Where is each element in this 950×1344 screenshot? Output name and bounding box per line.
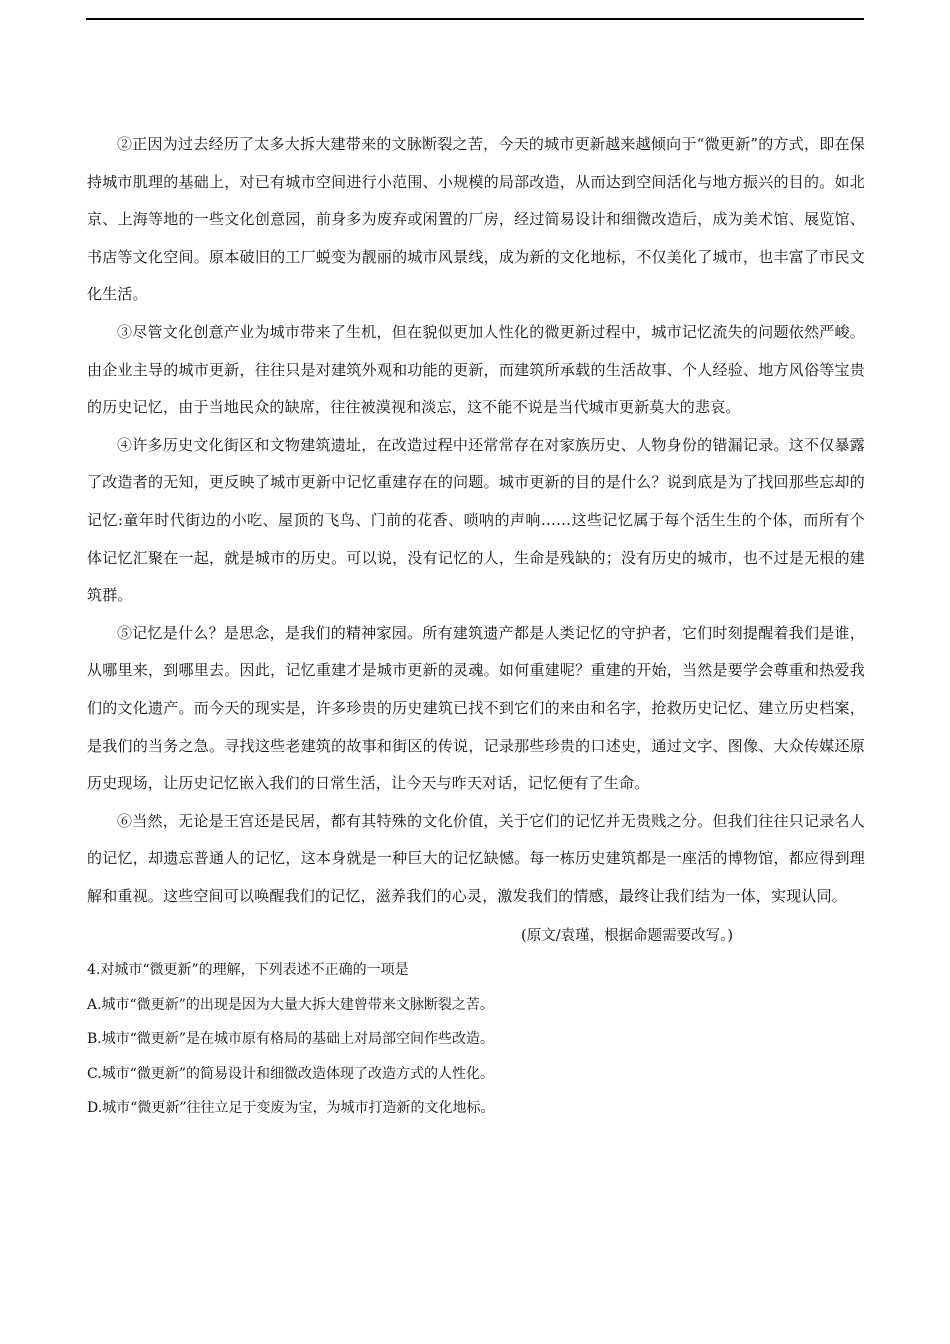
- option-c: C.城市“微更新”的简易设计和细微改造体现了改造方式的人性化。: [87, 1065, 494, 1082]
- paragraph-6: ⑥当然，无论是王宫还是民居，都有其特殊的文化价值，关于它们的记忆并无贵贱之分。但我们往往只记录名人的记忆，却遗忘普通人的记忆，这本身就是一种巨大的记忆缺憾。每一栋历史建筑都是一座活的博物馆，都应得到理解和重视。这些空间可以唤醒我们的记忆，滋养我们的心灵，激发我们的情感，最终让我们结为一体，实现认同。: [87, 811, 865, 905]
- option-d: D.城市“微更新”往往立足于变废为宝，为城市打造新的文化地标。: [87, 1100, 495, 1117]
- option-a: A.城市“微更新”的出现是因为大量大拆大建曾带来文脉断裂之苦。: [87, 996, 494, 1013]
- paragraph-2: ②正因为过去经历了太多大拆大建带来的文脉断裂之苦，今天的城市更新越来越倾向于“微更新”的方式，即在保持城市肌理的基础上，对已有城市空间进行小范围、小规模的局部改造，从而达到空间活化与地方振兴的目的。如北京、上海等地的一些文化创意园，前身多为废弃或闲置的厂房，经过简易设计和细微改造后，成为美术馆、展览馆、书店等文化空间。原本破旧的工厂蜕变为靓丽的城市风景线，成为新的文化地标，不仅美化了城市，也丰富了市民文化生活。: [87, 135, 865, 304]
- paragraph-5: ⑤记忆是什么？是思念，是我们的精神家园。所有建筑遗产都是人类记忆的守护者，它们时刻提醒着我们是谁，从哪里来，到哪里去。因此，记忆重建才是城市更新的灵魂。如何重建呢？重建的开始，当然是要学会尊重和热爱我们的文化遗产。而今天的现实是，许多珍贵的历史建筑已找不到它们的来由和名字，抢救历史记忆、建立历史档案，是我们的当务之急。寻找这些老建筑的故事和街区的传说，记录那些珍贵的口述史，通过文字、图像、大众传媒还原历史现场，让历史记忆嵌入我们的日常生活，让今天与昨天对话，记忆便有了生命。: [87, 623, 865, 793]
- paragraph-3: ③尽管文化创意产业为城市带来了生机，但在貌似更加人性化的微更新过程中，城市记忆流失的问题依然严峻。由企业主导的城市更新，往往只是对建筑外观和功能的更新，而建筑所承载的生活故事、个人经验、地方风俗等宝贵的历史记忆，由于当地民众的缺席，往往被漠视和淡忘，这不能不说是当代城市更新莫大的悲哀。: [87, 322, 865, 417]
- question-stem: 4.对城市“微更新”的理解，下列表述不正确的一项是: [87, 962, 409, 979]
- header-rule: [86, 18, 864, 20]
- document-page: [87, 126, 865, 1126]
- source-note: (原文/袁瑾，根据命题需要改写。): [521, 928, 733, 945]
- option-b: B.城市“微更新”是在城市原有格局的基础上对局部空间作些改造。: [87, 1031, 495, 1048]
- question-block: [87, 953, 865, 1126]
- reading-passage: [87, 126, 865, 953]
- paragraph-4: ④许多历史文化街区和文物建筑遗址，在改造过程中还常常存在对家族历史、人物身份的错漏记录。这不仅暴露了改造者的无知，更反映了城市更新中记忆重建存在的问题。城市更新的目的是什么？说到底是为了找回那些忘却的记忆:童年时代街边的小吃、屋顶的飞鸟、门前的花香、唢呐的声响……这些记忆属于每个活生生的个体，而所有个体记忆汇聚在一起，就是城市的历史。可以说，没有记忆的人，生命是残缺的；没有历史的城市，也不过是无根的建筑群。: [87, 435, 865, 605]
